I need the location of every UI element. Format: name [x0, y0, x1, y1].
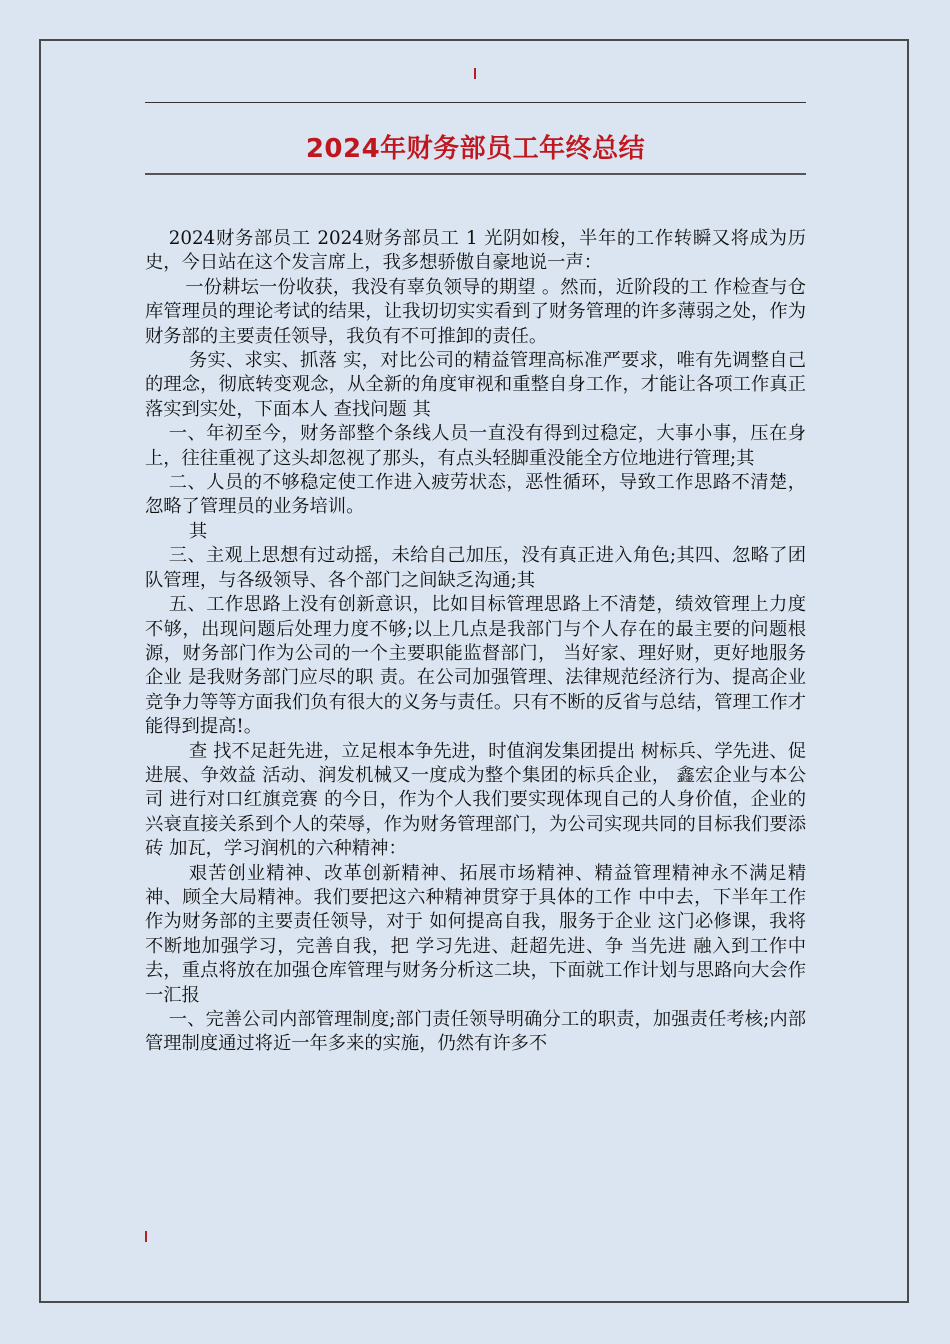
document-body [145, 227, 806, 1057]
paragraph: 2024财务部员工 2024财务部员工 1 光阴如梭，半年的工作转瞬又将成为历史，今日站在这个发言席上，我多想骄傲自豪地说一声： [145, 228, 806, 274]
document-title: 2024年财务部员工年终总结 [305, 134, 646, 164]
footer-mark [145, 1231, 147, 1242]
paragraph: 务实、求实、抓落 实，对比公司的精益管理高标准严要求，唯有先调整自己的理念，彻底转变观念，从全新的角度审视和重整自身工作，才能让各项工作真正落实到实处，下面本人 查找问题 其 [145, 350, 806, 420]
header-rule [145, 102, 806, 103]
paragraph: 一、年初至今，财务部整个条线人员一直没有得到过稳定，大事小事，压在身上，往往重视了这头却忽视了那头，有点头轻脚重没能全方位地进行管理;其 [145, 423, 806, 469]
title-rule [145, 173, 806, 175]
paragraph: 一份耕坛一份收获，我没有辜负领导的期望 。然而，近阶段的工 作检查与仓库管理员的理论考试的结果，让我切切实实看到了财务管理的许多薄弱之处，作为财务部的主要责任领导，我负有不可推卸的责任。 [145, 276, 806, 347]
paragraph: 一、完善公司内部管理制度;部门责任领导明确分工的职责，加强责任考核;内部管理制度通过将近一年多来的实施，仍然有许多不 [145, 1009, 806, 1055]
paragraph: 五、工作思路上没有创新意识，比如目标管理思路上不清楚，绩效管理上力度不够，出现问题后处理力度不够;以上几点是我部门与个人存在的最主要的问题根源，财务部门作为公司的一个主要职能监督部门， 当好家、理好财，更好地服务企业 是我财务部门应尽的职 责。在公司加强管理、法律规范经济行为、提高企业竞争力等等方面我们负有很大的义务与责任。只有不断的反省与总结，管理工作才能得到提高!。 [145, 594, 806, 738]
paragraph: 其 [188, 520, 208, 542]
paragraph: 三、主观上思想有过动摇，未给自己加压，没有真正进入角色;其四、忽略了团队管理，与各级领导、各个部门之间缺乏沟通;其 [145, 545, 806, 591]
paragraph: 艰苦创业精神、改革创新精神、拓展市场精神、精益管理精神永不满足精神、顾全大局精神。我们要把这六种精神贯穿于具体的工作 中中去，下半年工作作为财务部的主要责任领导，对于 如何提高自我，服务于企业 这门必修课，我将不断地加强学习，完善自我，把 学习先进、赶超先进、争 当先进 融入到工作中去，重点将放在加强仓库管理与财务分析这二块，下面就工作计划与思路向大会作一汇报 [145, 862, 806, 1006]
paragraph: 二、人员的不够稳定使工作进入疲劳状态，恶性循环，导致工作思路不清楚，忽略了管理员的业务培训。 [145, 472, 806, 518]
paragraph: 查 找不足赶先进，立足根本争先进，时值润发集团提出 树标兵、学先进、促进展、争效益 活动、润发机械又一度成为整个集团的标兵企业， 鑫宏企业与本公司 进行对口红旗竞赛 的今日，作为个人我们要实现体现自己的人身价值，企业的兴衰直接关系到个人的荣辱，作为财务管理部门，为公司实现共同的目标我们要添砖 加瓦，学习润机的六种精神： [145, 740, 806, 860]
header-mark [474, 68, 476, 79]
